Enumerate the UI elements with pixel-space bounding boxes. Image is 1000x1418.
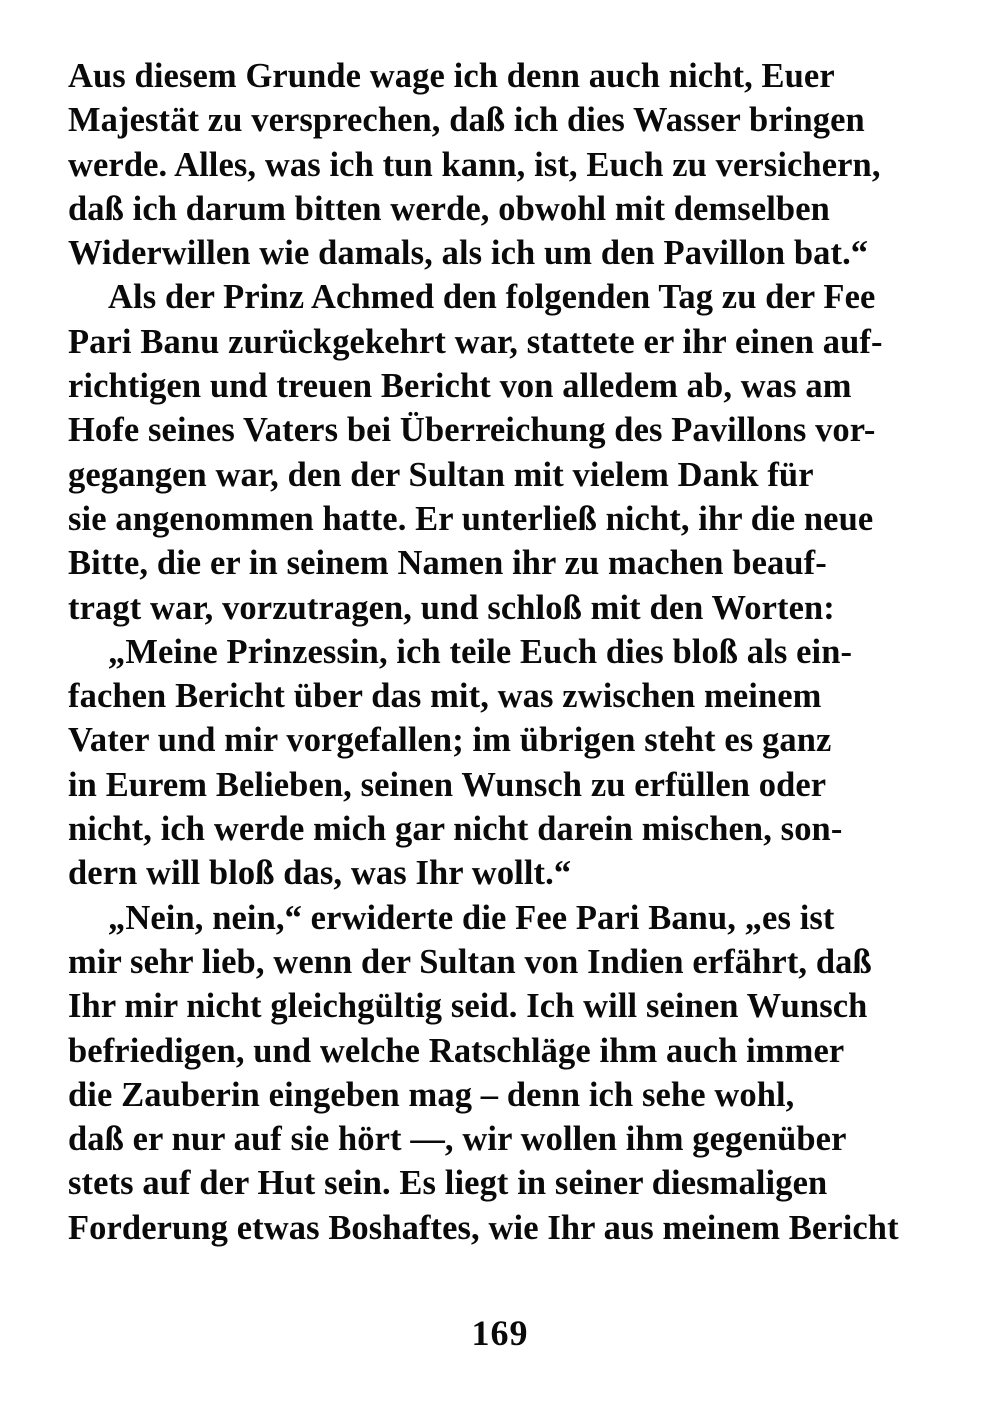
text-line: Forderung etwas Boshaftes, wie Ihr aus meinem Bericht <box>68 1208 899 1247</box>
text-line: Hofe seines Vaters bei Überreichung des Pavillons vor- <box>68 411 876 450</box>
text-line: sie angenommen hatte. Er unterließ nicht, ihr die neue <box>68 499 874 538</box>
text-line: nicht, ich werde mich gar nicht darein mischen, son- <box>68 810 843 849</box>
text-line: richtigen und treuen Bericht von alledem ab, was am <box>68 367 852 406</box>
text-line: in Eurem Belieben, seinen Wunsch zu erfüllen oder <box>68 765 827 804</box>
paragraph-1 <box>68 54 936 275</box>
text-line: Bitte, die er in seinem Namen ihr zu machen beauf- <box>68 544 827 583</box>
paragraph-3 <box>68 630 936 896</box>
paragraph-4 <box>68 896 936 1250</box>
text-line: „Nein, nein,“ erwiderte die Fee Pari Banu, „es ist <box>108 898 835 937</box>
text-line: dern will bloß das, was Ihr wollt.“ <box>68 854 572 893</box>
text-line: Pari Banu zurückgekehrt war, stattete er ihr einen auf- <box>68 322 883 361</box>
text-line: stets auf der Hut sein. Es liegt in seiner diesmaligen <box>68 1164 828 1203</box>
text-line: Vater und mir vorgefallen; im übrigen steht es ganz <box>68 721 832 760</box>
text-line: Widerwillen wie damals, als ich um den Pavillon bat.“ <box>68 234 869 273</box>
page-number: 169 <box>471 1313 529 1353</box>
text-line: daß ich darum bitten werde, obwohl mit demselben <box>68 189 830 228</box>
text-line: daß er nur auf sie hört —, wir wollen ihm gegenüber <box>68 1120 847 1159</box>
text-line: befriedigen, und welche Ratschläge ihm auch immer <box>68 1031 845 1070</box>
text-line: fachen Bericht über das mit, was zwischen meinem <box>68 677 822 716</box>
text-line: Majestät zu versprechen, daß ich dies Wasser bringen <box>68 101 865 140</box>
text-line: Als der Prinz Achmed den folgenden Tag zu der Fee <box>108 278 876 317</box>
text-line: Ihr mir nicht gleichgültig seid. Ich will seinen Wunsch <box>68 987 868 1026</box>
text-line: werde. Alles, was ich tun kann, ist, Euch zu versichern, <box>68 145 881 184</box>
text-line: die Zauberin eingeben mag – denn ich sehe wohl, <box>68 1075 795 1114</box>
text-line: gegangen war, den der Sultan mit vielem Dank für <box>68 455 814 494</box>
text-line: „Meine Prinzessin, ich teile Euch dies bloß als ein- <box>108 632 853 671</box>
text-line: tragt war, vorzutragen, und schloß mit den Worten: <box>68 588 835 627</box>
page-body-text <box>68 54 936 1250</box>
text-line: Aus diesem Grunde wage ich denn auch nicht, Euer <box>68 57 835 95</box>
text-line: mir sehr lieb, wenn der Sultan von Indien erfährt, daß <box>68 942 872 981</box>
paragraph-2 <box>68 275 936 629</box>
